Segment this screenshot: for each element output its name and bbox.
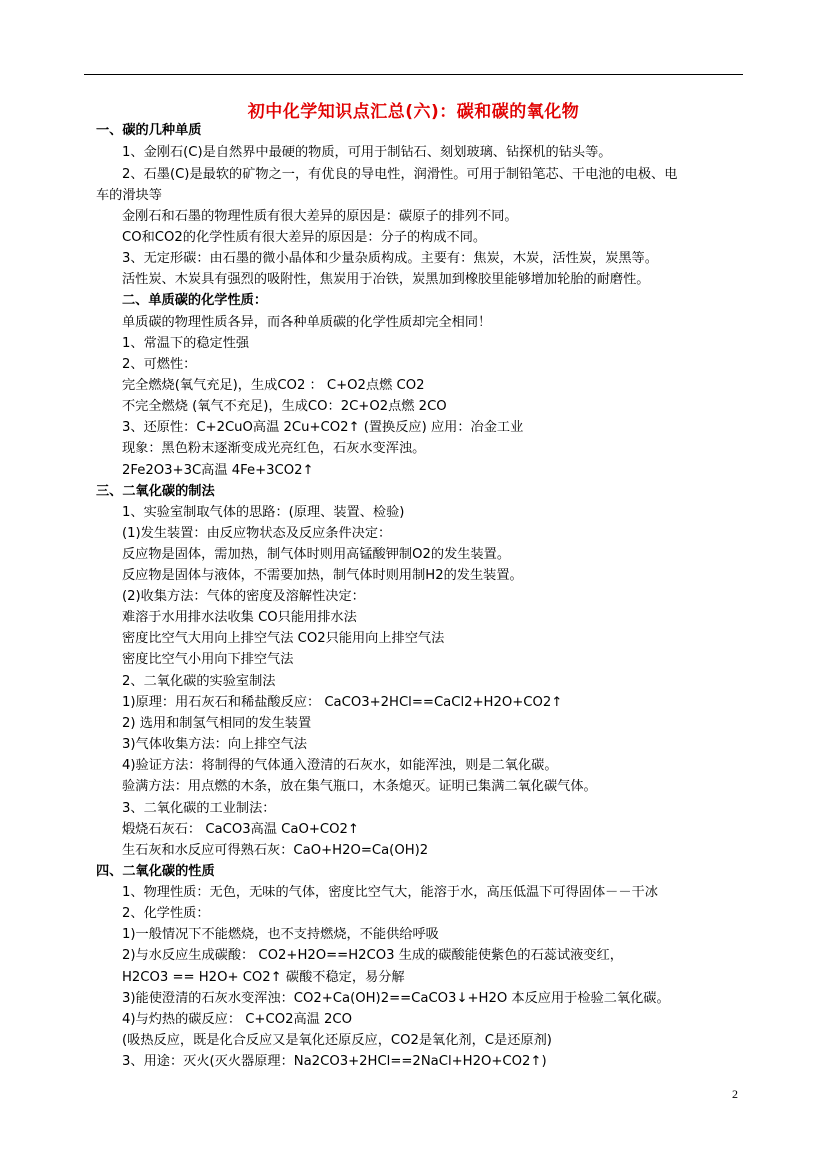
text-line: (吸热反应，既是化合反应又是氧化还原反应，CO2是氧化剂，C是还原剂) [122, 1033, 552, 1048]
text-line: 完全燃烧(氧气充足)，生成CO2 ： C+O2点燃 CO2 [122, 378, 425, 393]
text-line: 反应物是固体，需加热，制气体时则用高锰酸钾制O2的发生装置。 [122, 547, 511, 562]
text-line: 3)气体收集方法：向上排空气法 [122, 737, 307, 752]
text-line: 3、用途：灭火(灭火器原理：Na2CO3+2HCl==2NaCl+H2O+CO2↑) [122, 1054, 547, 1069]
document-title: 初中化学知识点汇总(六)：碳和碳的氧化物 [247, 102, 580, 122]
text-line: 车的滑块等 [96, 188, 162, 203]
text-line: 2、化学性质： [122, 906, 210, 921]
section-heading: 一、碳的几种单质 [96, 123, 202, 138]
header-rule [84, 74, 743, 75]
text-line: 现象：黑色粉末逐渐变成光亮红色，石灰水变浑浊。 [122, 441, 426, 456]
text-line: 1、物理性质：无色，无味的气体，密度比空气大，能溶于水，高压低温下可得固体－－干冰 [122, 885, 658, 900]
section-heading: 四、二氧化碳的性质 [96, 864, 215, 879]
text-line: CO和CO2的化学性质有很大差异的原因是：分子的构成不同。 [122, 230, 487, 245]
text-line: 4)与灼热的碳反应： C+CO2高温 2CO [122, 1012, 353, 1027]
text-line: 3、二氧化碳的工业制法： [122, 801, 276, 816]
text-line: 1、金刚石(C)是自然界中最硬的物质，可用于制钻石、刻划玻璃、钻探机的钻头等。 [122, 145, 612, 160]
text-line: 单质碳的物理性质各异，而各种单质碳的化学性质却完全相同！ [122, 315, 492, 330]
text-line: 难溶于水用排水法收集 CO只能用排水法 [122, 610, 357, 625]
text-line: 金刚石和石墨的物理性质有很大差异的原因是：碳原子的排列不同。 [122, 209, 518, 224]
section-heading: 三、二氧化碳的制法 [96, 484, 215, 499]
text-line: 2、二氧化碳的实验室制法 [122, 674, 276, 689]
text-line: 密度比空气小用向下排空气法 [122, 652, 294, 667]
text-line: 生石灰和水反应可得熟石灰：CaO+H2O=Ca(OH)2 [122, 843, 429, 858]
text-line: 2Fe2O3+3C高温 4Fe+3CO2↑ [122, 463, 314, 478]
text-line: 2) 选用和制氢气相同的发生装置 [122, 716, 312, 731]
text-line: 4)验证方法：将制得的气体通入澄清的石灰水，如能浑浊，则是二氧化碳。 [122, 758, 558, 773]
text-line: (1)发生装置：由反应物状态及反应条件决定： [122, 526, 392, 541]
text-line: 1)原理：用石灰石和稀盐酸反应： CaCO3+2HCl==CaCl2+H2O+CO2↑ [122, 695, 563, 710]
text-line: 1、常温下的稳定性强 [122, 336, 250, 351]
text-line: (2)收集方法：气体的密度及溶解性决定： [122, 589, 365, 604]
text-line: 活性炭、木炭具有强烈的吸附性，焦炭用于冶铁，炭黑加到橡胶里能够增加轮胎的耐磨性。 [122, 272, 650, 287]
text-line: 1)一般情况下不能燃烧，也不支持燃烧，不能供给呼吸 [122, 927, 439, 942]
text-line: 验满方法：用点燃的木条，放在集气瓶口，木条熄灭。证明已集满二氧化碳气体。 [122, 779, 597, 794]
section-heading: 二、单质碳的化学性质： [122, 293, 268, 308]
text-line: 1、实验室制取气体的思路：(原理、装置、检验) [122, 505, 405, 520]
page-number: 2 [732, 1087, 738, 1101]
text-line: 煅烧石灰石： CaCO3高温 CaO+CO2↑ [122, 822, 359, 837]
text-line: 2、石墨(C)是最软的矿物之一，有优良的导电性，润滑性。可用于制铅笔芯、干电池的电极、电 [122, 167, 678, 182]
text-line: 2)与水反应生成碳酸： CO2+H2O==H2CO3 生成的碳酸能使紫色的石蕊试液变红， [122, 948, 623, 963]
text-line: 不完全燃烧 (氧气不充足)，生成CO：2C+O2点燃 2CO [122, 399, 447, 414]
text-line: 2、可燃性： [122, 357, 197, 372]
text-line: H2CO3 == H2O+ CO2↑ 碳酸不稳定，易分解 [122, 970, 405, 985]
text-line: 反应物是固体与液体，不需要加热，制气体时则用制H2的发生装置。 [122, 568, 523, 583]
text-line: 密度比空气大用向上排空气法 CO2只能用向上排空气法 [122, 631, 445, 646]
text-line: 3、无定形碳：由石墨的微小晶体和少量杂质构成。主要有：焦炭，木炭，活性炭，炭黑等。 [122, 251, 658, 266]
text-line: 3、还原性：C+2CuO高温 2Cu+CO2↑ (置换反应) 应用：冶金工业 [122, 420, 524, 435]
text-line: 3)能使澄清的石灰水变浑浊：CO2+Ca(OH)2==CaCO3↓+H2O 本反应用于检验二氧化碳。 [122, 991, 670, 1006]
